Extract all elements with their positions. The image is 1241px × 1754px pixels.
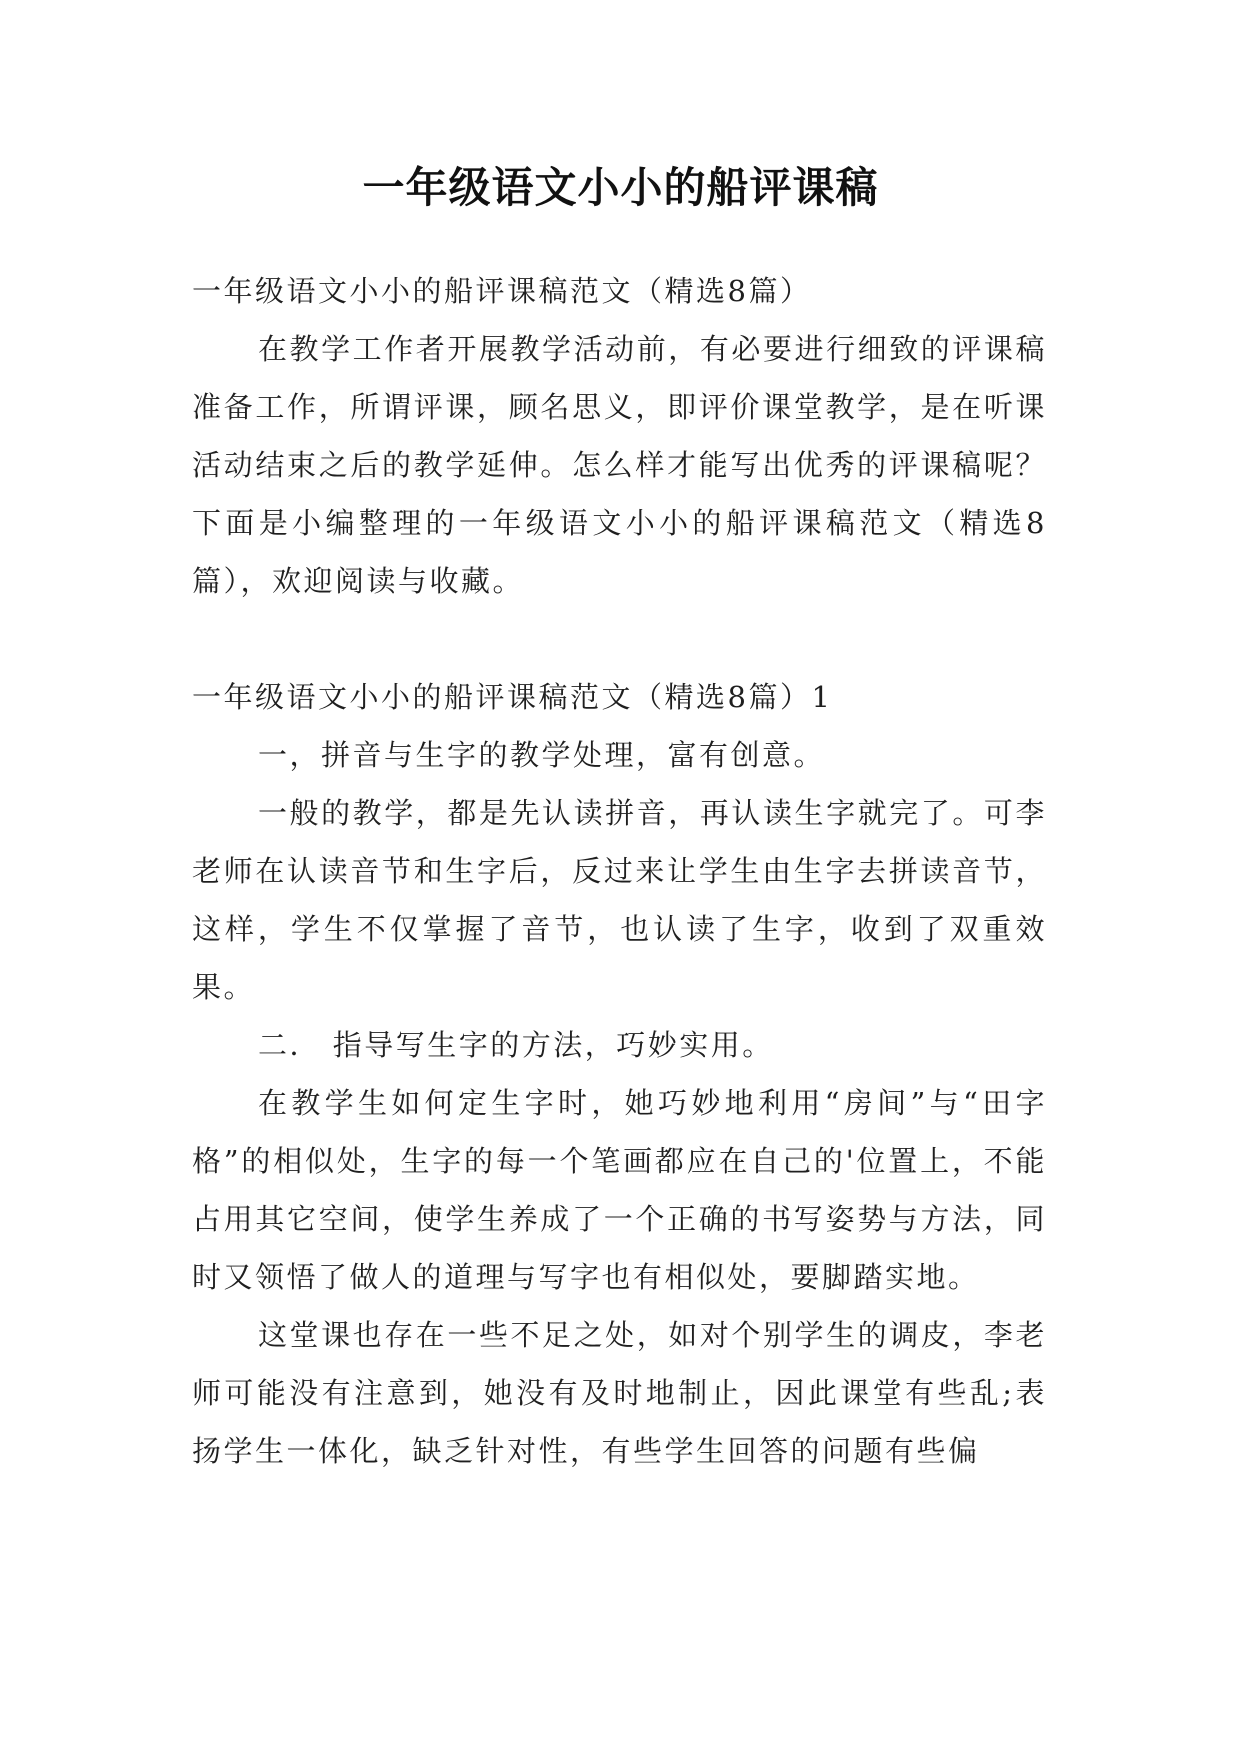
point-two-heading: 二． 指导写生字的方法，巧妙实用。 <box>258 1028 774 1062</box>
intro-paragraph: 在教学工作者开展教学活动前，有必要进行细致的评课稿准备工作，所谓评课，顾名思义，即评价课堂教学，是在听课活动结束之后的教学延伸。怎么样才能写出优秀的评课稿呢？下面是小编整理的一年级语文小小的船评课稿范文（精选8篇），欢迎阅读与收藏。 <box>192 332 1047 598</box>
point-one-paragraph: 一般的教学，都是先认读拼音，再认读生字就完了。可李老师在认读音节和生字后，反过来让学生由生字去拼读音节，这样，学生不仅掌握了音节，也认读了生字，收到了双重效果。 <box>192 796 1047 1004</box>
point-one-heading: 一，拼音与生字的教学处理，富有创意。 <box>258 738 826 772</box>
shortcomings-paragraph: 这堂课也存在一些不足之处，如对个别学生的调皮，李老师可能没有注意到，她没有及时地制止，因此课堂有些乱;表扬学生一体化，缺乏针对性，有些学生回答的问题有些偏 <box>192 1318 1047 1468</box>
document-title: 一年级语文小小的船评课稿 <box>362 163 879 212</box>
section-heading-1: 一年级语文小小的船评课稿范文（精选8篇）1 <box>192 680 833 714</box>
document-body <box>192 262 1047 1480</box>
point-two-paragraph: 在教学生如何定生字时，她巧妙地利用“房间”与“田字格”的相似处，生字的每一个笔画都应在自己的'位置上，不能占用其它空间，使学生养成了一个正确的书写姿势与方法，同时又领悟了做人的道理与写字也有相似处，要脚踏实地。 <box>192 1086 1047 1294</box>
intro-heading: 一年级语文小小的船评课稿范文（精选8篇） <box>192 274 812 308</box>
